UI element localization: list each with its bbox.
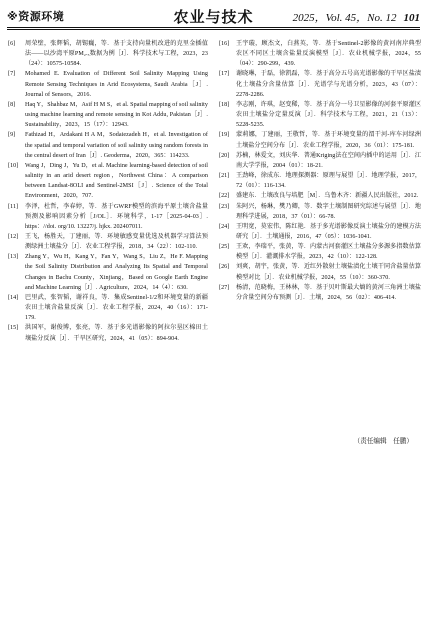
reference-item [219, 283, 421, 303]
reference-number: [24] [219, 223, 230, 230]
reference-item [8, 202, 208, 232]
reference-number: [14] [8, 294, 19, 301]
reference-number: [27] [219, 284, 230, 291]
reference-item [8, 39, 208, 69]
reference-item [219, 222, 421, 242]
reference-text: 朱阿兴，杨琳，樊乃卿，等．数字土壤制图研究综述与展望［J］．地理科学进展，2018，37（01）：66-78. [236, 203, 421, 220]
issue-label: 2025，Vol. 45，No. 12 [292, 12, 397, 24]
reference-item [219, 130, 421, 150]
reference-text: Wang J，Ding J，Yu D，et al. Machine learning-based detection of soil salinity in an arid desert region，Northwest China：A comparison between Landsat-8OLI and Sentinel-2MSI［J］. Science of the Total Environment，2020，707. [25, 162, 208, 200]
page-number: 101 [403, 12, 420, 24]
issue-info [293, 9, 420, 25]
reference-item [8, 161, 208, 202]
reference-item [8, 252, 208, 293]
reference-item [8, 100, 208, 130]
reference-text: 洪国军，谢俊博，张亮，等．基于多光谱影像的阿拉尔垦区棉田土壤盐分反演［J］．干旱区研究，2024，41（05）：894-904. [25, 325, 208, 342]
header-rule [7, 27, 420, 28]
reference-number: [20] [219, 152, 230, 159]
reference-text: Zhang Y，Wu H，Kang Y，Fan Y，Wang S，Liu Z，He F. Mapping the Soil Salinity Distribution and Analyzing Its Spatial and Temporal Changes in Bachu County，Xinjiang，Based on Google Earth Engine and Machine Learning［J］. Agriculture，2024，14（4）：630. [25, 254, 208, 291]
reference-text: 刘爽，胡宇，张黄，等．近红外散射土壤盐渍化土壤干同含盐量估算模型对比［J］．农业机械学报，2024，55（10）：360-370. [236, 264, 421, 281]
reference-text: 巴里武，张智韬，谢祥良，等．集成Sentinel-1/2和环境变量的新疆农田土壤含盐量反演［J］．农业工程学报，2024，40（16）：171-179. [25, 294, 208, 322]
reference-text: 王欢，李瑞平，张黄，等．内蒙古河套灌区土壤盐分多源多指数估算模型［J］．灌溉排水学报，2023，42（10）：122-128. [236, 244, 421, 261]
reference-item [219, 69, 421, 99]
header-rule-thin [7, 29, 420, 30]
reference-text: 李泽，杜哲，李春婷，等．基于GWRF模型的滨海平原土壤含盐量预测及影响因素分析［J/OL］．环境科学，1-17［2025-04-03］. https：//doi. org/10. 13227/j. hjkx. 202407011. [25, 203, 208, 230]
reference-number: [13] [8, 254, 19, 261]
reference-text: 周荣壁，张辉韬，胡锡巍，等．基于支持向量机改进的克里金插值法——以沙湾平原PM₂.₅数据为例［J］．科学技术与工程，2023，23（24）：10575-10584. [25, 41, 208, 68]
reference-number: [7] [8, 71, 16, 78]
reference-item [219, 202, 421, 222]
reference-text: Haq Y，Shahbaz M，Asif H M S，et al. Spatial mapping of soil salinity using machine learning and remote sensing in Kot Addu, Pakistan［J］. Sustainability，2023，15（17）：12943. [25, 101, 208, 129]
reference-number: [9] [8, 132, 16, 139]
reference-text: 李志刚，许琪，赵变稀，等．基于高分一号卫星影像的河套平原灌区农田土壤盐分定量反演［J］．科学技术与工程，2021，21（13）：5228-5235. [236, 101, 421, 129]
editor-note: （责任编辑 任鹏） [353, 437, 413, 445]
reference-number: [26] [219, 264, 230, 271]
reference-item [219, 171, 421, 191]
reference-text: 王宇璇，顾杰文，白燕英，等．基于Sentinel-2影像的黄河南岸典型农区不同区土壤含盐量反演模型［J］．农业机械学报，2024，55（04）：290-299，439. [236, 41, 421, 68]
reference-number: [21] [219, 173, 230, 180]
reference-item [8, 130, 208, 160]
reference-text: 王劲峰，徐成东．地理探测器：原理与展望［J］．地理学报，2017，72（01）：116-134. [236, 173, 421, 190]
section-label: ※资源环境 [7, 10, 65, 23]
references-right-column [219, 39, 421, 303]
reference-item [8, 69, 208, 99]
reference-number: [18] [219, 101, 230, 108]
reference-text: 王明宽，莫宏伟，陈红艳．基于多光谱影像反演土壤盐分的建模方法研究［J］．土壤通报，2016，47（05）：1036-1041. [236, 223, 421, 240]
reference-item [219, 39, 421, 69]
reference-item [219, 151, 421, 171]
reference-number: [12] [8, 233, 19, 240]
reference-number: [8] [8, 101, 16, 108]
reference-text: 盛建东．土壤改良与培肥［M］．乌鲁木齐：新疆人民出版社，2012. [236, 193, 419, 200]
reference-number: [15] [8, 325, 19, 332]
reference-item [8, 293, 208, 323]
reference-text: 苏楠，林爱文，刘庆华．普通Kriging法在空间内插中的运用［J］．江南大学学报，2004（01）：18-21. [236, 152, 421, 169]
reference-number: [10] [8, 162, 19, 169]
page-header [7, 8, 420, 24]
reference-text: 王飞，杨胜天，丁建丽，等．环境敏感变量优选及机器学习算法预测绿洲土壤盐分［J］．农业工程学报，2018，34（22）：102-110. [25, 233, 208, 251]
reference-item [219, 242, 421, 262]
reference-item [8, 232, 208, 252]
reference-text: 蒙莉娜，丁建丽，王敬哲，等．基于环境变量的渭干河-库车河绿洲土壤盐分空间分布［J］．农业工程学报，2020，36（01）：175-181. [236, 132, 421, 149]
reference-number: [19] [219, 132, 230, 139]
reference-text: Mohamed E. Evaluation of Different Soil Salinity Mapping Using Remote Sensing Techniques in Arid Ecosystems, Saudi Arabia［J］. Journal of Sensors，2016. [25, 71, 208, 98]
reference-number: [16] [219, 41, 230, 47]
reference-number: [23] [219, 203, 230, 210]
reference-text: Fathizad H，Ardakani H A M，Sodaiezadeh H，et al. Investigation of the spatial and temporal variation of soil salinity using random forests in the central desert of Iran［J］. Geoderma，2020，365：114233. [25, 132, 208, 159]
reference-number: [6] [8, 41, 16, 47]
reference-number: [25] [219, 244, 230, 251]
journal-title: 农业与技术 [173, 8, 254, 26]
reference-item [219, 191, 421, 201]
reference-number: [22] [219, 193, 230, 200]
references-left-column [8, 39, 208, 344]
reference-number: [11] [8, 203, 19, 210]
reference-number: [17] [219, 71, 230, 78]
reference-item [8, 323, 208, 343]
reference-item [219, 100, 421, 130]
reference-item [219, 262, 421, 282]
reference-text: 杨清，范晓梅，王林林，等．基于贝叶斯最大熵的黄河三角洲土壤盐分含量空间分布预测［J］．土壤，2024，56（02）：406-414. [236, 284, 421, 301]
reference-text: 谢晓琳，于磊，徐凯磊，等．基于高分五号高光谱影像的干旱区盐渍化土壤盐分含量估算［J］．光谱学与光谱分析，2023，43（07）：2278-2286. [236, 71, 421, 98]
